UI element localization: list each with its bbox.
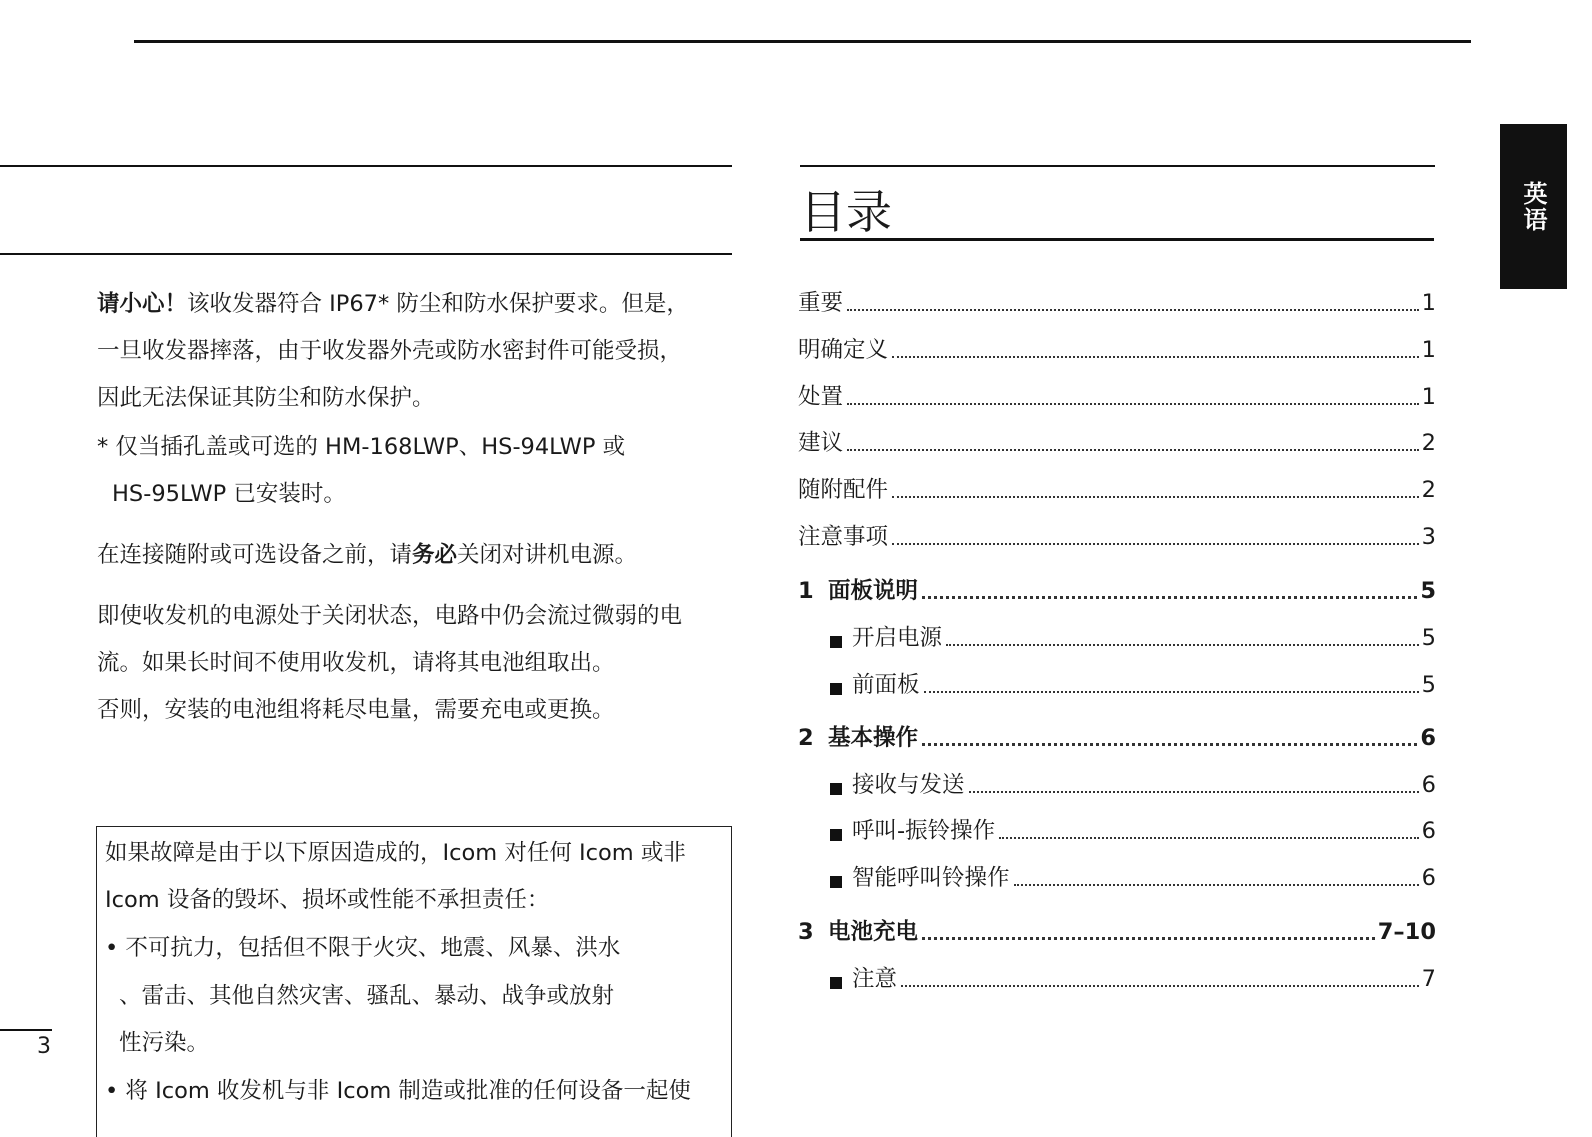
toc-subentry[interactable] xyxy=(830,858,1436,898)
toc-section-number: 3 xyxy=(798,919,814,945)
caution-text-3: 因此无法保证其防尘和防水保护。 xyxy=(97,385,435,411)
toc-entry-page: 2 xyxy=(1421,477,1436,503)
toc-section-page: 7–10 xyxy=(1377,919,1436,945)
toc-subentry-page: 6 xyxy=(1421,865,1436,891)
toc-section-page: 5 xyxy=(1420,578,1436,604)
toc-subentry[interactable] xyxy=(830,665,1436,705)
toc-leader-dots xyxy=(892,496,1419,498)
power-off-text-post: 关闭对讲机电源。 xyxy=(457,542,638,568)
toc-leader-dots xyxy=(892,356,1419,358)
toc-entry[interactable] xyxy=(798,423,1436,463)
toc-leader-dots xyxy=(847,309,1419,311)
toc-entry[interactable] xyxy=(798,330,1436,370)
power-off-emphasis: 务必 xyxy=(412,542,458,568)
toc-entry-label: 重要 xyxy=(798,290,844,316)
footnote-line-2: HS-95LWP 已安装时。 xyxy=(112,481,346,507)
battery-paragraph xyxy=(97,593,737,734)
left-section-rule-top xyxy=(0,165,732,167)
toc-entry-page: 1 xyxy=(1421,337,1436,363)
square-bullet-icon xyxy=(830,636,842,648)
notice-line-2: Icom 设备的毁坏、损坏或性能不承担责任： xyxy=(105,887,550,913)
header-rule xyxy=(134,40,1471,43)
toc-subentry-label: 前面板 xyxy=(852,672,920,698)
notice-line-6: • 将 Icom 收发机与非 Icom 制造或批准的任何设备一起使 xyxy=(105,1078,691,1104)
square-bullet-icon xyxy=(830,876,842,888)
toc-title: 目录 xyxy=(800,185,892,239)
toc-leader-dots xyxy=(922,937,1375,940)
toc-entry-label: 明确定义 xyxy=(798,337,889,363)
toc-subentry[interactable] xyxy=(830,959,1436,999)
toc-subentry-label: 注意 xyxy=(852,966,898,992)
toc-entry-label: 注意事项 xyxy=(798,524,889,550)
square-bullet-icon xyxy=(830,683,842,695)
caution-text-1: 该收发器符合 IP67* 防尘和防水保护要求。但是， xyxy=(187,291,689,317)
toc-rule-top xyxy=(800,165,1435,167)
notice-line-5: 性污染。 xyxy=(119,1030,210,1056)
power-off-text-pre: 在连接随附或可选设备之前，请 xyxy=(97,542,413,568)
toc-entry-label: 随附配件 xyxy=(798,477,889,503)
toc-leader-dots xyxy=(924,691,1419,693)
toc-entry-label: 建议 xyxy=(798,430,844,456)
power-off-paragraph xyxy=(97,532,737,579)
toc-entry-page: 2 xyxy=(1421,430,1436,456)
toc-entry-page: 1 xyxy=(1421,290,1436,316)
page-number: 3 xyxy=(37,1034,51,1059)
toc-subentry[interactable] xyxy=(830,811,1436,851)
toc-subentry-label: 接收与发送 xyxy=(852,772,965,798)
toc-section-label: 电池充电 xyxy=(828,919,919,945)
toc-entry[interactable] xyxy=(798,283,1436,323)
square-bullet-icon xyxy=(830,829,842,841)
toc-subentry-page: 7 xyxy=(1421,966,1436,992)
toc-subentry-label: 智能呼叫铃操作 xyxy=(852,865,1010,891)
toc-section-number: 2 xyxy=(798,725,814,751)
page-number-rule xyxy=(0,1029,52,1031)
toc-leader-dots xyxy=(922,743,1417,746)
toc-section-label: 面板说明 xyxy=(828,578,919,604)
toc-entry[interactable] xyxy=(798,517,1436,557)
toc-leader-dots xyxy=(847,449,1419,451)
toc-leader-dots xyxy=(922,596,1417,599)
toc-subentry[interactable] xyxy=(830,765,1436,805)
toc-subentry-page: 5 xyxy=(1421,672,1436,698)
caution-label: 请小心！ xyxy=(97,291,188,317)
notice-line-4: 、雷击、其他自然灾害、骚乱、暴动、战争或放射 xyxy=(119,983,615,1009)
toc-section[interactable] xyxy=(798,912,1436,952)
toc-entry-page: 1 xyxy=(1421,384,1436,410)
toc-leader-dots xyxy=(1014,884,1419,886)
square-bullet-icon xyxy=(830,977,842,989)
battery-line-3: 否则，安装的电池组将耗尽电量，需要充电或更换。 xyxy=(97,697,615,723)
toc-leader-dots xyxy=(901,985,1419,987)
toc-subentry-label: 开启电源 xyxy=(852,625,943,651)
toc-title-underline xyxy=(800,238,1434,241)
toc-leader-dots xyxy=(946,644,1419,646)
toc-section-number: 1 xyxy=(798,578,814,604)
toc-subentry-page: 6 xyxy=(1421,772,1436,798)
battery-line-2: 流。如果长时间不使用收发机，请将其电池组取出。 xyxy=(97,650,615,676)
toc-subentry-page: 6 xyxy=(1421,818,1436,844)
toc-subentry[interactable] xyxy=(830,618,1436,658)
left-section-rule-bottom xyxy=(0,253,732,255)
toc-subentry-label: 呼叫-振铃操作 xyxy=(852,818,996,844)
liability-notice-box xyxy=(96,826,732,1137)
toc-leader-dots xyxy=(892,543,1419,545)
battery-line-1: 即使收发机的电源处于关闭状态，电路中仍会流过微弱的电 xyxy=(97,603,683,629)
toc-subentry-page: 5 xyxy=(1421,625,1436,651)
toc-entry-page: 3 xyxy=(1421,524,1436,550)
footnote-line-1: * 仅当插孔盖或可选的 HM-168LWP、HS-94LWP 或 xyxy=(97,434,626,460)
square-bullet-icon xyxy=(830,783,842,795)
toc-section-label: 基本操作 xyxy=(828,725,919,751)
language-tab-label: 英语 xyxy=(1519,180,1547,233)
caution-text-2: 一旦收发器摔落，由于收发器外壳或防水密封件可能受损， xyxy=(97,338,683,364)
toc-leader-dots xyxy=(847,403,1419,405)
toc-leader-dots xyxy=(969,791,1419,793)
notice-line-1: 如果故障是由于以下原因造成的，Icom 对任何 Icom 或非 xyxy=(105,840,686,866)
language-side-tab xyxy=(1500,124,1567,289)
toc-section[interactable] xyxy=(798,571,1436,611)
caution-paragraph xyxy=(97,281,737,422)
toc-leader-dots xyxy=(999,837,1419,839)
toc-entry-label: 处置 xyxy=(798,384,844,410)
toc-entry[interactable] xyxy=(798,470,1436,510)
toc-entry[interactable] xyxy=(798,377,1436,417)
ip67-footnote xyxy=(97,424,737,518)
notice-line-3: • 不可抗力，包括但不限于火灾、地震、风暴、洪水 xyxy=(105,935,621,961)
toc-section[interactable] xyxy=(798,718,1436,758)
toc-section-page: 6 xyxy=(1420,725,1436,751)
